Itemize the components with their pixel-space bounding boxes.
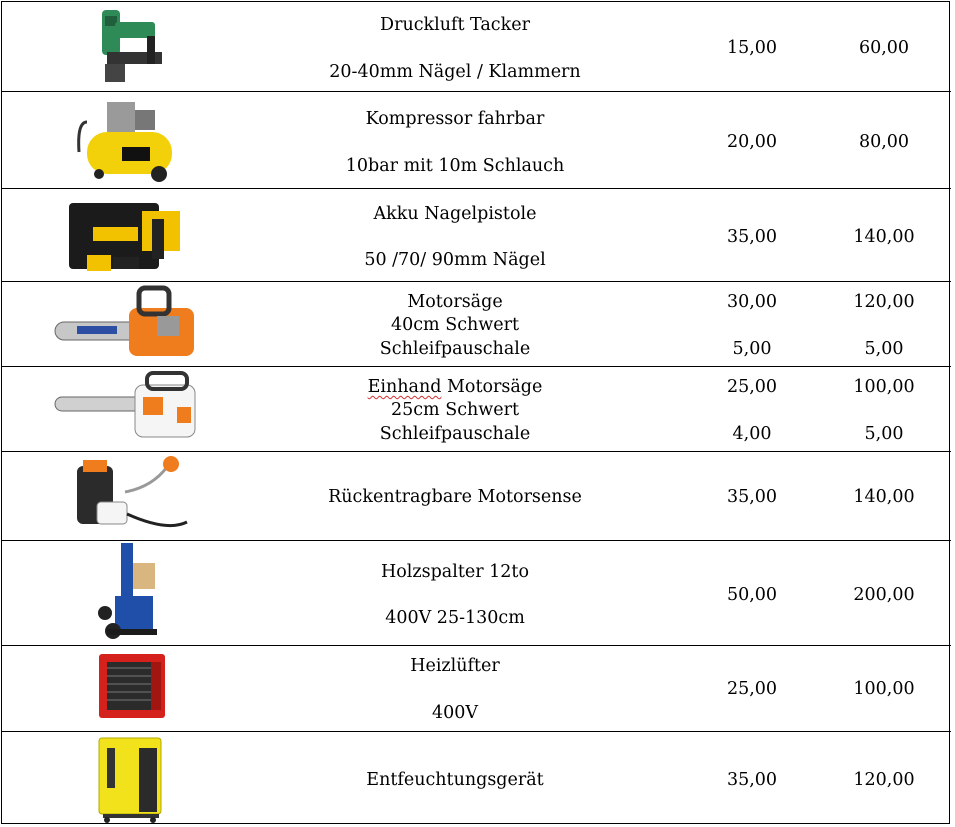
price-week: 60,00 [858, 38, 910, 58]
extra-price-day: 5,00 [732, 339, 772, 359]
table-row [2, 541, 951, 646]
item-name: Heizlüfter [410, 656, 500, 676]
extra-price-week: 5,00 [864, 424, 904, 444]
fan-heater-image [47, 646, 207, 731]
item-name: Holzspalter 12to [381, 562, 529, 582]
price-day: 50,00 [726, 585, 778, 605]
item-name: Rückentragbare Motorsense [328, 487, 582, 507]
chainsaw-image [47, 282, 207, 366]
item-name: Entfeuchtungsgerät [366, 770, 544, 790]
item-name: Akku Nagelpistole [373, 204, 537, 224]
item-detail: 20-40mm Nägel / Klammern [329, 62, 581, 82]
price-week: 140,00 [853, 487, 915, 507]
price-day: 35,00 [726, 227, 778, 247]
table-row [2, 92, 951, 189]
table-row [2, 732, 951, 825]
table-row [2, 452, 951, 541]
item-name: Druckluft Tacker [380, 15, 530, 35]
price-week: 120,00 [853, 770, 915, 790]
item-detail: 25cm Schwert [390, 400, 520, 420]
price-day: 20,00 [726, 132, 778, 152]
table-row [2, 282, 951, 367]
item-detail: 10bar mit 10m Schlauch [345, 156, 565, 176]
price-day: 30,00 [726, 292, 778, 312]
table-row [2, 646, 951, 732]
item-name-rest: Motorsäge [441, 377, 543, 397]
price-day: 35,00 [726, 487, 778, 507]
extra-price-day: 4,00 [732, 424, 772, 444]
item-name-underlined: Einhand [367, 377, 442, 397]
item-detail: 400V [431, 703, 479, 723]
item-detail: 50 /70/ 90mm Nägel [364, 250, 546, 270]
one-hand-chainsaw-image [47, 367, 207, 451]
price-week: 140,00 [853, 227, 915, 247]
item-detail: 400V 25-130cm [385, 608, 525, 628]
log-splitter-image [47, 541, 207, 645]
table-row [2, 367, 951, 452]
table-row [2, 189, 951, 282]
brushcutter-image [47, 452, 207, 540]
item-extra: Schleifpauschale [379, 339, 531, 359]
price-day: 15,00 [726, 38, 778, 58]
cordless-nailer-image [47, 189, 207, 281]
air-compressor-image [47, 92, 207, 188]
item-extra: Schleifpauschale [379, 424, 531, 444]
price-week: 100,00 [853, 377, 915, 397]
price-week: 80,00 [858, 132, 910, 152]
dehumidifier-image [47, 732, 207, 825]
table-row [2, 2, 951, 92]
nail-stapler-image [47, 2, 207, 91]
price-week: 100,00 [853, 679, 915, 699]
item-name: Kompressor fahrbar [365, 109, 545, 129]
price-week: 200,00 [853, 585, 915, 605]
price-day: 25,00 [726, 679, 778, 699]
rental-price-table [1, 1, 950, 824]
price-week: 120,00 [853, 292, 915, 312]
price-day: 35,00 [726, 770, 778, 790]
extra-price-week: 5,00 [864, 339, 904, 359]
item-detail: 40cm Schwert [390, 315, 520, 335]
item-name: Motorsäge [407, 292, 503, 312]
price-day: 25,00 [726, 377, 778, 397]
item-name [260, 376, 650, 399]
